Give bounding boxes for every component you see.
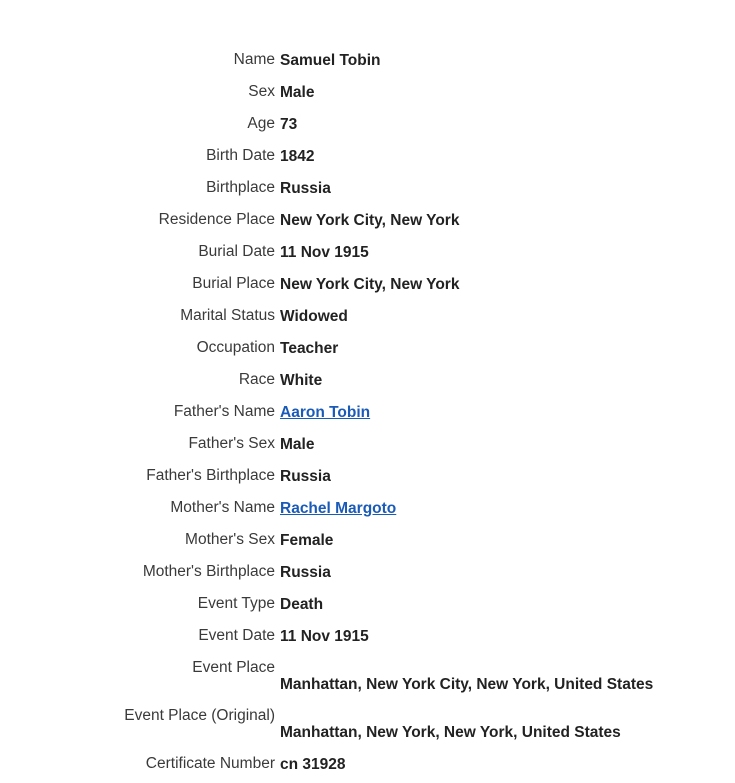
field-value-mothers-birthplace: Russia: [280, 564, 331, 581]
field-value-mothers-sex: Female: [280, 532, 334, 549]
row-burial-place: [0, 268, 735, 300]
row-age: [0, 108, 735, 140]
field-value-fathers-birthplace: Russia: [280, 468, 331, 485]
row-sex: [0, 76, 735, 108]
row-fathers-sex: [0, 428, 735, 460]
field-value-age: 73: [280, 116, 298, 133]
field-value-event-date: 11 Nov 1915: [280, 628, 369, 645]
field-label-event-type: Event Type: [197, 595, 275, 612]
row-fathers-birthplace: [0, 460, 735, 492]
field-value-certificate-number: cn 31928: [280, 756, 346, 773]
field-value-birthplace: Russia: [280, 180, 331, 197]
field-value-burial-place: New York City, New York: [280, 276, 460, 293]
row-occupation: [0, 332, 735, 364]
field-value-mothers-name: [280, 492, 396, 526]
field-label-birth-date: Birth Date: [206, 147, 275, 164]
field-label-certificate-number: Certificate Number: [145, 755, 275, 772]
field-label-fathers-name: Father's Name: [173, 403, 275, 420]
field-value-birth-date: 1842: [280, 148, 315, 165]
row-race: [0, 364, 735, 396]
field-value-sex: Male: [280, 84, 315, 101]
field-label-marital-status: Marital Status: [180, 307, 275, 324]
row-event-place: [0, 652, 735, 700]
row-certificate-number: [0, 748, 735, 780]
field-label-event-date: Event Date: [198, 627, 275, 644]
field-value-event-type: Death: [280, 596, 324, 613]
field-label-event-place: Event Place: [192, 659, 275, 676]
row-event-type: [0, 588, 735, 620]
row-event-place-original: [0, 700, 735, 748]
row-birthplace: [0, 172, 735, 204]
field-value-burial-date: 11 Nov 1915: [280, 244, 369, 261]
row-burial-date: [0, 236, 735, 268]
row-birth-date: [0, 140, 735, 172]
row-name: [0, 44, 735, 76]
field-label-fathers-birthplace: Father's Birthplace: [146, 467, 275, 484]
fathers-name-link[interactable]: Aaron Tobin: [280, 404, 371, 421]
record-details: [0, 44, 735, 780]
field-label-mothers-sex: Mother's Sex: [185, 531, 275, 548]
field-label-age: Age: [247, 115, 275, 132]
row-event-date: [0, 620, 735, 652]
field-label-race: Race: [238, 371, 275, 388]
row-residence-place: [0, 204, 735, 236]
field-label-burial-date: Burial Date: [198, 243, 275, 260]
field-value-marital-status: Widowed: [280, 308, 348, 325]
row-mothers-sex: [0, 524, 735, 556]
row-marital-status: [0, 300, 735, 332]
field-value-event-place-original: Manhattan, New York, New York, United States: [280, 724, 621, 741]
field-label-birthplace: Birthplace: [206, 179, 275, 196]
field-value-fathers-name: [280, 396, 370, 430]
field-label-occupation: Occupation: [196, 339, 275, 356]
field-label-mothers-name: Mother's Name: [170, 499, 275, 516]
field-value-race: White: [280, 372, 323, 389]
row-fathers-name: [0, 396, 735, 428]
row-mothers-name: [0, 492, 735, 524]
field-label-residence-place: Residence Place: [158, 211, 275, 228]
field-value-name: Samuel Tobin: [280, 52, 381, 69]
mothers-name-link[interactable]: Rachel Margoto: [280, 500, 397, 517]
row-mothers-birthplace: [0, 556, 735, 588]
field-label-name: Name: [233, 51, 275, 68]
field-label-sex: Sex: [248, 83, 275, 100]
field-label-burial-place: Burial Place: [192, 275, 275, 292]
field-value-fathers-sex: Male: [280, 436, 315, 453]
field-label-mothers-birthplace: Mother's Birthplace: [142, 563, 275, 580]
field-label-event-place-original: Event Place (Original): [124, 707, 275, 724]
field-label-fathers-sex: Father's Sex: [188, 435, 275, 452]
field-value-residence-place: New York City, New York: [280, 212, 460, 229]
field-value-event-place: Manhattan, New York City, New York, United States: [280, 676, 654, 693]
field-value-occupation: Teacher: [280, 340, 339, 357]
